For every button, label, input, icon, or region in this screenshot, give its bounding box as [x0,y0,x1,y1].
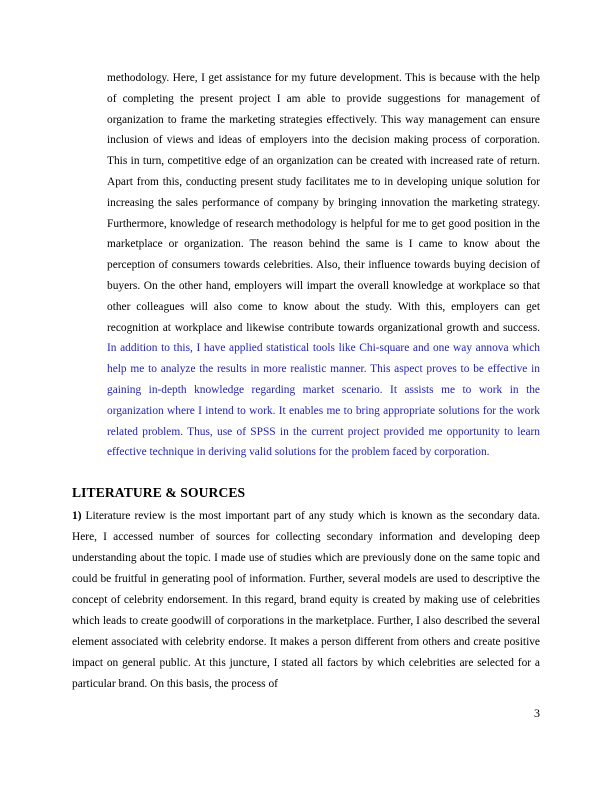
literature-paragraph-text: Literature review is the most important part of any study which is known as the secondary data. Here, I accessed number of sources for collecting secondary information and developing deep understanding about the topic. I made use of studies which are previously done on the same topic and could be fruitful in generating pool of information. Further, several models are used to descriptive the concept of celebrity endorsement. In this regard, brand equity is created by making use of celebrities which leads to create goodwill of corporations in the marketplace. Further, I also described the several element associated with celebrity endorse. It makes a person different from others and create positive impact on general public. At this juncture, I stated all factors by which celebrities are selected for a particular brand. On this basis, the process of [72,510,540,690]
section-heading: LITERATURE & SOURCES [72,485,246,500]
list-item-number: 1) [72,510,82,522]
page-number: 3 [534,706,540,720]
literature-paragraph [72,506,540,695]
paragraph-black-text: methodology. Here, I get assistance for my future development. This is because with the help of completing the present project I am able to provide suggestions for management of organization to frame the marketing strategies effectively. This way management can ensure inclusion of views and ideas of employers into the decision making process of corporation. This in turn, competitive edge of an organization can be created with increased rate of return. Apart from this, conducting present study facilitates me to in developing unique solution for increasing the sales performance of company by bringing innovation the marketing strategy. Furthermore, knowledge of research methodology is helpful for me to get good position in the marketplace or organization. The reason behind the same is I came to know about the perception of consumers towards celebrities. Also, their influence towards buying decision of buyers. On the other hand, employers will impart the overall knowledge at workplace so that other colleagues will also come to know about the study. With this, employers can get recognition at workplace and likewise contribute towards organizational growth and success. [107,72,540,334]
paragraph-blue-text: In addition to this, I have applied statistical tools like Chi-square and one way annova which help me to analyze the results in more realistic manner. This aspect proves to be effective in gaining in-depth knowledge regarding market scenario. It assists me to work in the organization where I intend to work. It enables me to bring appropriate solutions for the work related problem. Thus, use of SPSS in the current project provided me opportunity to learn effective technique in deriving valid solutions for the problem faced by corporation. [107,342,540,459]
continued-paragraph [107,68,540,463]
